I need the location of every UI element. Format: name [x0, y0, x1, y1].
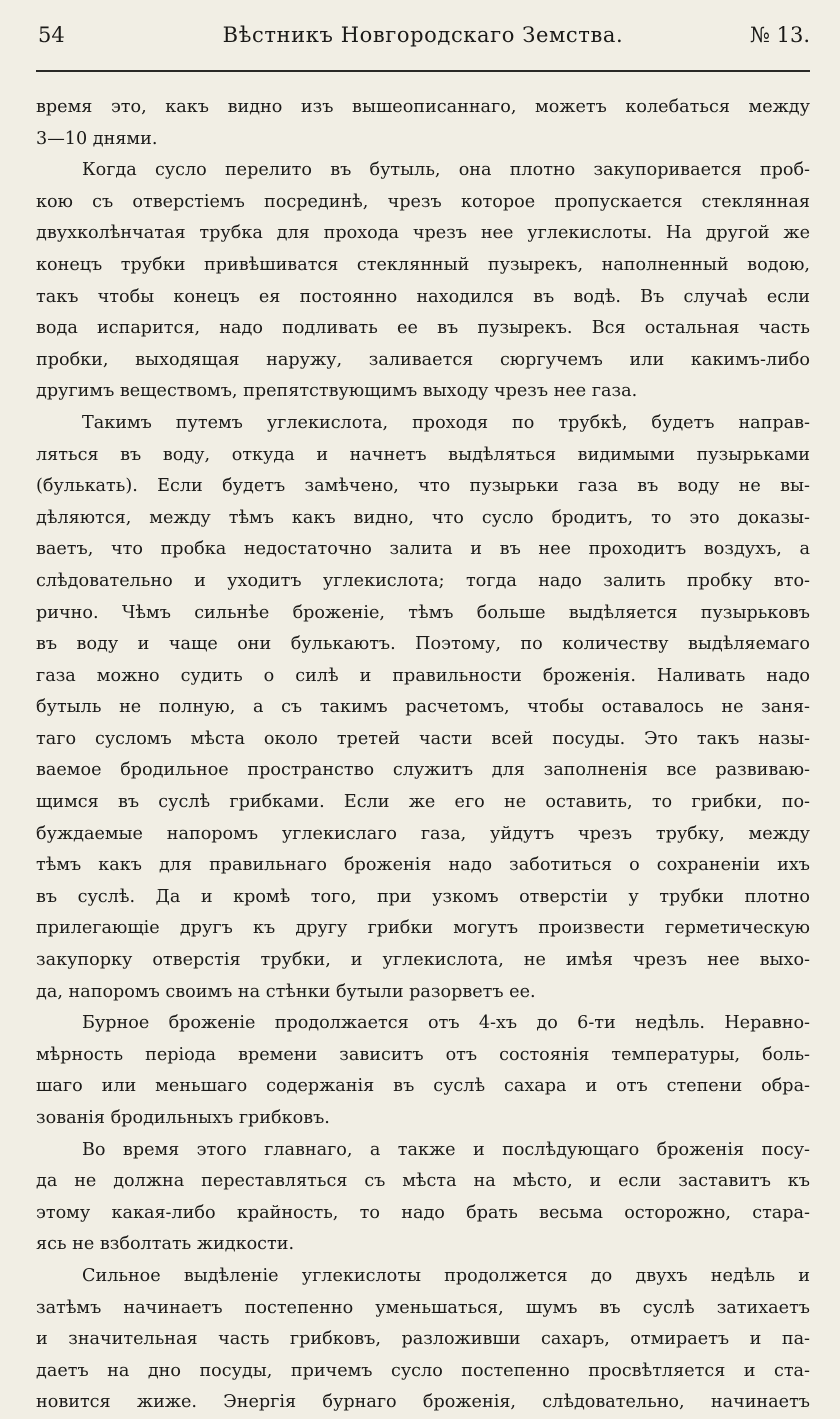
- text-line: и значительная часть грибковъ, разложивши сахаръ, отмираетъ и па-: [36, 1329, 810, 1350]
- issue-number: № 13.: [750, 23, 810, 47]
- text-line: ясь не взболтать жидкости.: [36, 1234, 295, 1255]
- text-line: затѣмъ начинаетъ постепенно уменьшаться, шумъ въ суслѣ затихаетъ: [36, 1297, 810, 1318]
- text-line: да, напоромъ своимъ на стѣнки бутыли разорветъ ее.: [36, 981, 536, 1002]
- text-line: (булькать). Если будетъ замѣчено, что пузырьки газа въ воду не вы-: [36, 476, 810, 497]
- text-line: дѣляются, между тѣмъ какъ видно, что сусло бродитъ, то это доказы-: [36, 507, 810, 528]
- text-line: тѣмъ какъ для правильнаго броженія надо заботиться о сохраненіи ихъ: [36, 855, 810, 876]
- text-line: таго сусломъ мѣста около третей части всей посуды. Это такъ назы-: [36, 728, 810, 749]
- text-line: бутыль не полную, а съ такимъ расчетомъ, чтобы оставалось не заня-: [36, 697, 810, 718]
- text-line: мѣрность періода времени зависитъ отъ состоянія температуры, боль-: [36, 1044, 810, 1065]
- text-line: газа можно судить о силѣ и правильности броженія. Наливать надо: [36, 665, 810, 686]
- text-line: зованія бродильныхъ грибковъ.: [36, 1108, 330, 1128]
- text-line: прилегающіе другъ къ другу грибки могутъ произвести герметическую: [36, 918, 810, 939]
- text-line: шаго или меньшаго содержанія въ суслѣ сахара и отъ степени обра-: [36, 1076, 810, 1097]
- text-line: буждаемые напоромъ углекислаго газа, уйдутъ чрезъ трубку, между: [36, 823, 810, 844]
- text-line: пробки, выходящая наружу, заливается сюргучемъ или какимъ-либо: [36, 349, 810, 370]
- text-line: двухколѣнчатая трубка для прохода чрезъ нее углекислоты. На другой же: [36, 223, 810, 244]
- text-line: слѣдовательно и уходитъ углекислота; тогда надо залить пробку вто-: [36, 570, 810, 591]
- text-line: такъ чтобы конецъ ея постоянно находился въ водѣ. Въ случаѣ если: [36, 286, 810, 307]
- text-line: закупорку отверстія трубки, и углекислота, не имѣя чрезъ нее выхо-: [36, 950, 810, 971]
- text-line: въ воду и чаще они булькаютъ. Поэтому, по количеству выдѣляемаго: [36, 634, 810, 655]
- scanned-page: [0, 20, 840, 1413]
- text-line: въ суслѣ. Да и кромѣ того, при узкомъ отверстіи у трубки плотно: [36, 886, 810, 907]
- paragraph-start-line: Во время этого главнаго, а также и послѣдующаго броженія посу-: [82, 1139, 810, 1160]
- journal-title: Вѣстникъ Новгородскаго Земства.: [222, 23, 624, 47]
- text-line: новится жиже. Энергія бурнаго броженія, слѣдовательно, начинаетъ: [36, 1392, 810, 1413]
- article-body: [36, 92, 810, 1419]
- paragraph-start-line: Сильное выдѣленіе углекислоты продолжется до двухъ недѣль и: [82, 1265, 810, 1286]
- running-header: [36, 20, 810, 72]
- text-line: ляться въ воду, откуда и начнетъ выдѣляться видимыми пузырьками: [36, 444, 810, 465]
- text-line: ваетъ, что пробка недостаточно залита и въ нее проходитъ воздухъ, а: [36, 539, 810, 560]
- text-line: этому какая-либо крайность, то надо брать весьма осторожно, стара-: [36, 1202, 810, 1223]
- paragraph-start-line: Бурное броженіе продолжается отъ 4-хъ до 6-ти недѣль. Неравно-: [82, 1013, 810, 1034]
- text-line: кою съ отверстіемъ посрединѣ, чрезъ которое пропускается стеклянная: [36, 191, 810, 212]
- text-line: 3—10 днями.: [36, 128, 158, 149]
- text-line: даетъ на дно посуды, причемъ сусло постепенно просвѣтляется и ста-: [36, 1360, 810, 1381]
- text-line: вода испарится, надо подливать ее въ пузырекъ. Вся остальная часть: [36, 318, 810, 339]
- text-line: да не должна переставляться съ мѣста на мѣсто, и если заставитъ къ: [36, 1171, 810, 1192]
- text-line: время это, какъ видно изъ вышеописаннаго, можетъ колебаться между: [36, 97, 810, 117]
- text-line: щимся въ суслѣ грибками. Если же его не оставить, то грибки, по-: [36, 792, 810, 813]
- paragraph-start-line: Когда сусло перелито въ бутыль, она плотно закупоривается проб-: [82, 160, 810, 181]
- page-number: 54: [38, 23, 65, 47]
- text-line: конецъ трубки привѣшиватся стеклянный пузырекъ, наполненный водою,: [36, 254, 810, 275]
- text-line: другимъ веществомъ, препятствующимъ выходу чрезъ нее газа.: [36, 381, 638, 402]
- paragraph-start-line: Такимъ путемъ углекислота, проходя по трубкѣ, будетъ направ-: [82, 412, 810, 433]
- text-line: рично. Чѣмъ сильнѣе броженіе, тѣмъ больше выдѣляется пузырьковъ: [36, 602, 810, 623]
- text-line: ваемое бродильное пространство служитъ для заполненія все развиваю-: [36, 760, 810, 781]
